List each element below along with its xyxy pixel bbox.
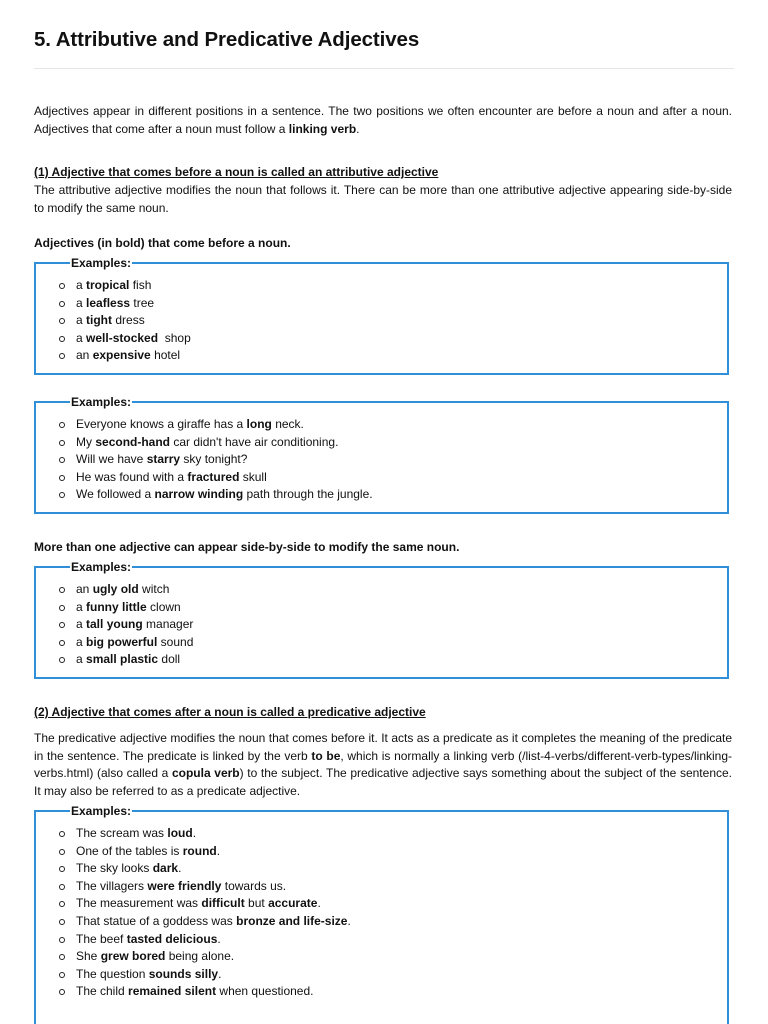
- bold-text: copula verb: [171, 766, 240, 780]
- list-item: [59, 486, 373, 504]
- text-run: a: [76, 634, 87, 649]
- examples-box-1: [34, 256, 729, 375]
- bold-text: ugly old: [92, 582, 139, 596]
- list-item: [59, 651, 193, 669]
- examples-list: [59, 825, 351, 1001]
- list-item: [59, 295, 191, 313]
- text-run: a: [76, 652, 87, 667]
- text-run: path through the jungle.: [243, 487, 373, 502]
- list-item: [59, 277, 191, 295]
- list-item: [59, 416, 373, 434]
- bold-text: tasted delicious: [126, 931, 218, 946]
- bold-text: accurate: [268, 896, 318, 911]
- list-item: [59, 434, 373, 452]
- lead-before-noun: Adjectives (in bold) that come before a noun.: [34, 236, 291, 250]
- bold-text: difficult: [201, 896, 245, 911]
- text-run: an: [76, 582, 93, 596]
- bold-text: round: [182, 843, 217, 858]
- text-run: a: [76, 617, 87, 632]
- examples-box-3: [34, 560, 729, 679]
- text-run: The predicative adjective modifies the noun that comes before it. It acts as a predicate as it completes the meaning of the predicate in the sentence. The predicate is linked by the verb: [34, 731, 732, 763]
- section-1-heading: (1) Adjective that comes before a noun is called an attributive adjective: [34, 165, 439, 179]
- text-run: , which is normally a linking verb (/list-4-verbs/different-verb-types/linking-verbs.html) (also called a: [34, 748, 733, 780]
- bold-text: linking verb: [288, 121, 357, 136]
- examples-list: [59, 581, 193, 669]
- text-run: sky tonight?: [180, 452, 248, 467]
- text-run: That statue of a goddess was: [76, 913, 237, 928]
- text-run: when questioned.: [216, 984, 314, 999]
- text-run: a: [76, 330, 87, 345]
- list-item: [59, 312, 191, 330]
- bold-text: tropical: [86, 278, 130, 292]
- section-2-heading: (2) Adjective that comes after a noun is called a predicative adjective: [34, 705, 426, 719]
- text-run: ) to the subject. The predicative adjective says something about the subject of the sentence. It may also be referred to as a predicate adjective.: [34, 766, 732, 798]
- text-run: clown: [146, 599, 181, 614]
- bold-text: expensive: [92, 348, 151, 363]
- text-run: a: [76, 599, 87, 614]
- list-item: [59, 931, 351, 949]
- intro-paragraph: [34, 103, 732, 138]
- text-run: The measurement was: [76, 896, 202, 911]
- bold-text: bronze and life-size: [236, 913, 348, 928]
- text-run: but: [244, 896, 269, 911]
- bold-text: dark: [152, 861, 179, 876]
- section-1-text: The attributive adjective modifies the noun that follows it. There can be more than one attributive adjective appearing side-by-side to modify the same noun.: [34, 183, 732, 215]
- text-run: dress: [112, 313, 145, 328]
- list-item: [59, 966, 351, 984]
- list-item: [59, 878, 351, 896]
- bold-text: tall young: [86, 617, 143, 632]
- bold-text: fractured: [187, 469, 240, 484]
- bold-text: big powerful: [86, 634, 158, 649]
- text-run: manager: [142, 617, 194, 632]
- bold-text: second-hand: [95, 434, 171, 449]
- examples-title: Examples:: [71, 256, 132, 270]
- text-run: a: [76, 313, 87, 328]
- list-item: [59, 616, 193, 634]
- bold-text: leafless: [86, 295, 131, 310]
- bold-text: well-stocked: [86, 330, 159, 345]
- text-run: He was found with a: [76, 469, 188, 484]
- text-run: Everyone knows a giraffe has a: [76, 417, 247, 431]
- list-item: [59, 913, 351, 931]
- page-title: 5. Attributive and Predicative Adjectives: [34, 28, 420, 51]
- examples-title: Examples:: [71, 560, 132, 574]
- text-run: witch: [138, 582, 170, 596]
- text-run: .: [217, 931, 221, 946]
- bold-text: sounds silly: [148, 966, 219, 981]
- text-run: hotel: [150, 348, 181, 363]
- list-item: [59, 599, 193, 617]
- text-run: shop: [158, 330, 191, 345]
- list-item: [59, 983, 351, 1001]
- text-run: .: [216, 843, 221, 858]
- text-run: .: [356, 121, 360, 136]
- bold-text: small plastic: [86, 652, 159, 667]
- list-item: [59, 347, 191, 365]
- text-run: neck.: [271, 417, 304, 431]
- text-run: doll: [158, 652, 181, 667]
- text-run: a: [76, 295, 87, 310]
- examples-title: Examples:: [71, 395, 132, 409]
- bold-text: narrow winding: [154, 487, 244, 502]
- text-run: Adjectives appear in different positions in a sentence. The two positions we often encounter are before a noun and after a noun. Adjectives that come after a noun must follow a: [34, 104, 732, 136]
- text-run: an: [76, 348, 93, 363]
- text-run: We followed a: [76, 487, 155, 502]
- examples-box-2: [34, 395, 729, 514]
- text-run: One of the tables is: [76, 843, 183, 858]
- list-item: [59, 895, 351, 913]
- list-item: [59, 860, 351, 878]
- text-run: sound: [157, 634, 194, 649]
- bold-text: loud: [167, 826, 193, 840]
- section-2-text: [34, 730, 732, 800]
- text-run: The scream was: [76, 826, 168, 840]
- text-run: Will we have: [76, 452, 147, 467]
- examples-box-4: [34, 804, 729, 1024]
- text-run: .: [218, 966, 222, 981]
- examples-title: Examples:: [71, 804, 132, 818]
- list-item: [59, 330, 191, 348]
- bold-text: long: [246, 417, 272, 431]
- bold-text: funny little: [86, 599, 147, 614]
- text-run: .: [178, 861, 182, 876]
- list-item: [59, 825, 351, 843]
- text-run: .: [317, 896, 321, 911]
- text-run: skull: [239, 469, 267, 484]
- text-run: car didn't have air conditioning.: [170, 434, 339, 449]
- text-run: being alone.: [165, 949, 235, 964]
- list-item: [59, 469, 373, 487]
- examples-list: [59, 416, 373, 504]
- title-divider: [34, 68, 734, 69]
- bold-text: were friendly: [147, 878, 222, 893]
- text-run: .: [347, 913, 351, 928]
- bold-text: grew bored: [100, 949, 166, 964]
- examples-list: [59, 277, 191, 365]
- list-item: [59, 948, 351, 966]
- list-item: [59, 451, 373, 469]
- bold-text: remained silent: [128, 984, 217, 999]
- text-run: The child: [76, 984, 129, 999]
- lead-side-by-side: More than one adjective can appear side-by-side to modify the same noun.: [34, 540, 460, 554]
- text-run: fish: [129, 278, 152, 292]
- text-run: The question: [76, 966, 149, 981]
- text-run: The beef: [76, 931, 127, 946]
- text-run: a: [76, 278, 87, 292]
- text-run: The villagers: [76, 878, 148, 893]
- bold-text: tight: [86, 313, 113, 328]
- bold-text: to be: [311, 748, 341, 763]
- text-run: .: [192, 826, 197, 840]
- text-run: She: [76, 949, 101, 964]
- list-item: [59, 581, 193, 599]
- text-run: towards us.: [221, 878, 287, 893]
- text-run: My: [76, 434, 96, 449]
- list-item: [59, 843, 351, 861]
- list-item: [59, 634, 193, 652]
- text-run: The sky looks: [76, 861, 153, 876]
- bold-text: starry: [146, 452, 181, 467]
- text-run: tree: [130, 295, 155, 310]
